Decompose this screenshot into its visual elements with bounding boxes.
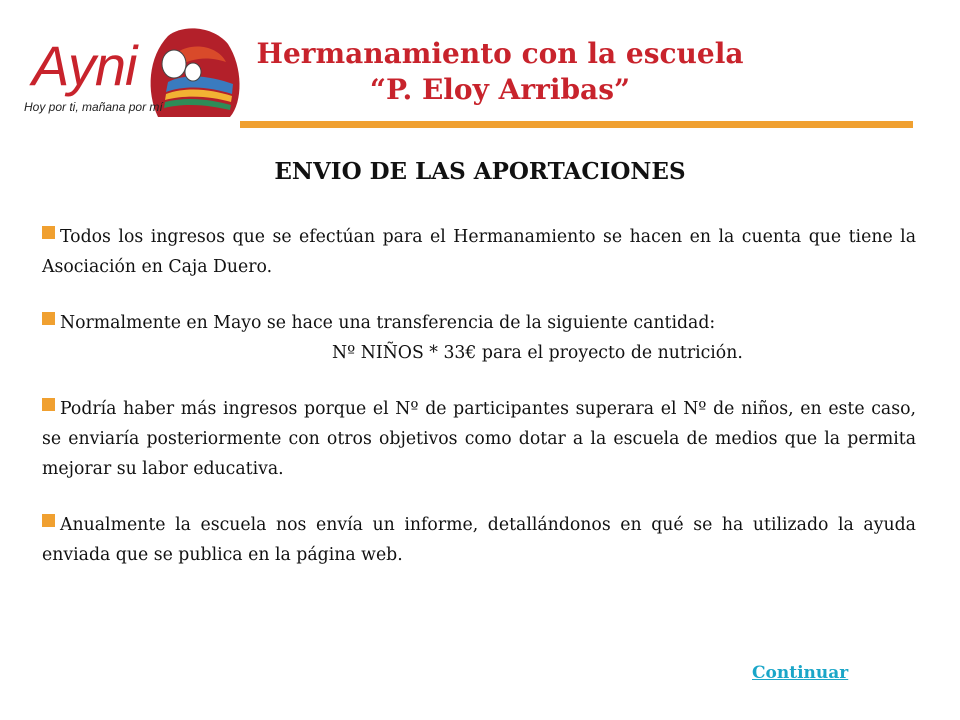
square-bullet-icon xyxy=(42,514,55,527)
ayni-logo xyxy=(18,22,248,122)
square-bullet-icon xyxy=(42,226,55,239)
square-bullet-icon xyxy=(42,398,55,411)
header-title-line2: “P. Eloy Arribas” xyxy=(369,73,631,106)
paragraph-accounts xyxy=(42,222,916,282)
paragraph-text: Normalmente en Mayo se hace una transferencia de la siguiente cantidad: xyxy=(60,313,716,333)
content-body xyxy=(42,222,916,596)
amount-formula: Nº NIÑOS * 33€ para el proyecto de nutrición. xyxy=(332,343,743,363)
logo-tagline: Hoy por ti, mañana por mí xyxy=(24,100,163,114)
paragraph-text: Todos los ingresos que se efectúan para el Hermanamiento se hacen en la cuenta que tiene la Asociación en Caja Duero. xyxy=(42,227,916,277)
paragraph-text: Podría haber más ingresos porque el Nº de participantes superara el Nº de niños, en este caso, se enviaría posteriormente con otros objetivos como dotar a la escuela de medios que la permita mejorar su labor educativa. xyxy=(42,399,916,479)
header-divider xyxy=(240,121,913,128)
section-title: ENVIO DE LAS APORTACIONES xyxy=(274,158,686,185)
paragraph-transfer xyxy=(42,308,916,368)
square-bullet-icon xyxy=(42,312,55,325)
continue-link[interactable]: Continuar xyxy=(752,663,849,683)
paragraph-text: Anualmente la escuela nos envía un informe, detallándonos en qué se ha utilizado la ayuda enviada que se publica en la página web. xyxy=(42,515,916,565)
paragraph-extra-income xyxy=(42,394,916,484)
logo-wordmark: Ayni xyxy=(32,34,137,97)
paragraph-annual-report xyxy=(42,510,916,570)
header-title-line1: Hermanamiento con la escuela xyxy=(256,37,744,70)
